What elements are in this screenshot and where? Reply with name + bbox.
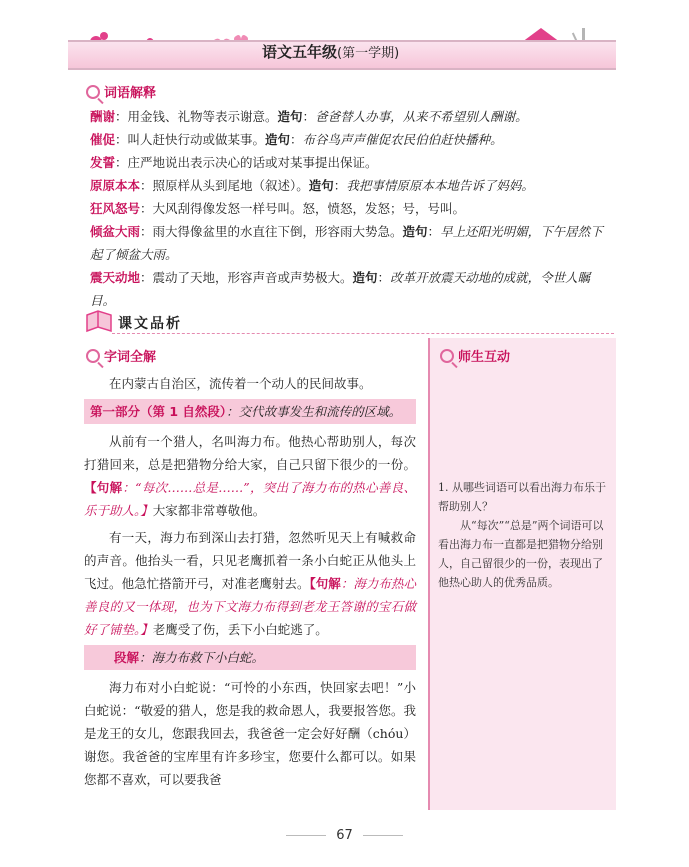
vocab-section-heading: 词语解释 xyxy=(86,82,156,101)
magnifier-icon xyxy=(440,349,454,363)
zici-section-heading: 字词全解 xyxy=(86,346,156,365)
magnifier-icon xyxy=(86,85,100,99)
vocab-item: 酬谢：用金钱、礼物等表示谢意。造句：爸爸替人办事，从来不希望别人酬谢。 xyxy=(90,109,528,124)
vocab-item: 发誓：庄严地说出表示决心的话或对某事提出保证。 xyxy=(90,155,378,170)
paragraph-2: 有一天，海力布到深山去打猎，忽然听见天上有喊救命的声音。他抬头一看，只见老鹰抓着一条小白蛇正从他头上飞过。他急忙搭箭开弓，对准老鹰射去。【句解：海力布热心善良的又一体现，也为下文海力布得到老龙王答谢的宝石做好了铺垫。】老鹰受了伤，丢下小白蛇逃了。 xyxy=(84,530,416,637)
duan-band: 段解：海力布救下小白蛇。 xyxy=(84,645,416,670)
sidebar-panel xyxy=(428,338,616,810)
vocab-item: 狂风怒号：大风刮得像发怒一样号叫。怒，愤怒，发怒；号，号叫。 xyxy=(90,201,466,216)
sidebar-qa xyxy=(438,478,608,592)
page-header xyxy=(0,0,689,80)
intro-paragraph: 在内蒙古自治区，流传着一个动人的民间故事。 xyxy=(109,376,372,391)
magnifier-icon xyxy=(86,349,100,363)
book-icon xyxy=(84,309,114,333)
vocab-item: 原原本本：照原样从头到尾地（叙述）。造句：我把事情原原本本地告诉了妈妈。 xyxy=(90,178,534,193)
sidebar-answer: 从“每次”“总是”两个词语可以看出海力布一直都是把猎物分给别人，自己留很少的一份，表现出了他热心助人的优秀品质。 xyxy=(438,519,604,589)
dashed-divider xyxy=(112,333,614,334)
book-title: 语文五年级(第一学期) xyxy=(262,43,400,61)
vocab-item: 震天动地：震动了天地，形容声音或声势极大。造句：改革开放震天动地的成就，令世人瞩目。 xyxy=(90,270,591,308)
sidebar-heading: 师生互动 xyxy=(440,346,510,365)
keiwen-heading: 课文品析 xyxy=(84,307,614,337)
page-footer xyxy=(0,828,689,843)
sidebar-question: 1. 从哪些词语可以看出海力布乐于帮助别人？ xyxy=(438,481,606,513)
vocab-item: 倾盆大雨：雨大得像盆里的水直往下倒，形容雨大势急。造句：早上还阳光明媚，下午居然下起了倾盆大雨。 xyxy=(90,224,603,262)
vocab-list xyxy=(90,105,610,312)
main-text xyxy=(84,372,416,795)
footer-dash xyxy=(286,835,326,836)
vocab-item: 催促：叫人赶快行动或做某事。造句：布谷鸟声声催促农民伯伯赶快播种。 xyxy=(90,132,503,147)
part1-band: 第一部分（第 1 自然段）：交代故事发生和流传的区域。 xyxy=(84,399,416,424)
page-number: 67 xyxy=(336,828,353,843)
footer-dash xyxy=(363,835,403,836)
paragraph-3: 海力布对小白蛇说：“可怜的小东西，快回家去吧！”小白蛇说：“敬爱的猎人，您是我的救命恩人，我要报答您。我是龙王的女儿，您跟我回去，我爸爸一定会好好酬（chóu）谢您。我爸爸的宝库里有许多珍宝，您要什么都可以。如果您都不喜欢，可以要我爸 xyxy=(84,680,416,787)
paragraph-1: 从前有一个猎人，名叫海力布。他热心帮助别人，每次打猎回来，总是把猎物分给大家，自己只留下很少的一份。【句解：“每次……总是……”，突出了海力布的热心善良、乐于助人。】大家都非常尊敬他。 xyxy=(84,434,416,518)
